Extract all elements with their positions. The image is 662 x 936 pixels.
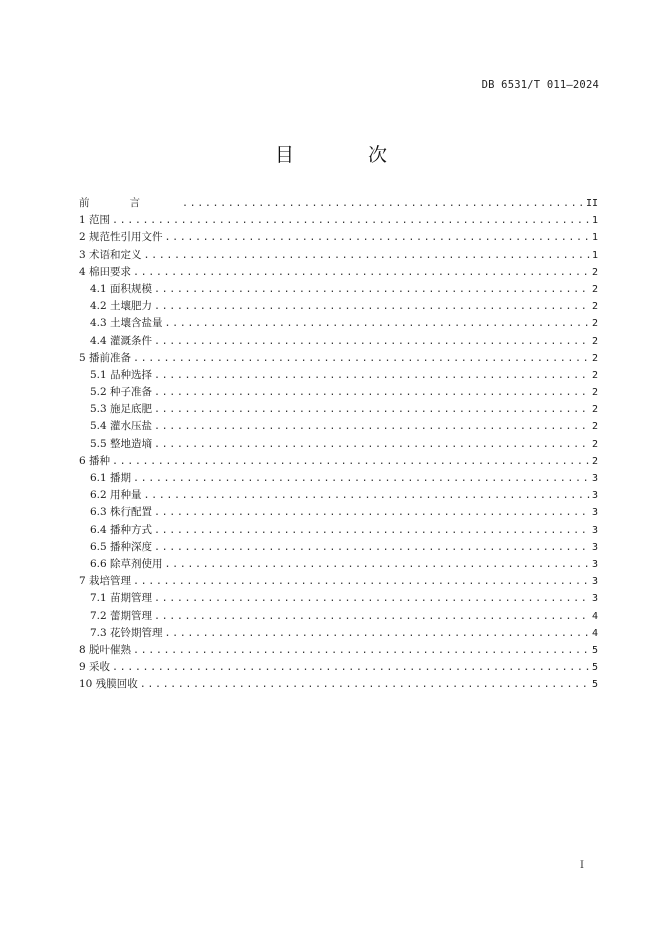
toc-entry-label: 6.6 除草剂使用 <box>90 557 163 570</box>
toc-entry-page: 3 <box>591 593 598 605</box>
toc-entry-label: 7 栽培管理 <box>79 575 132 588</box>
toc-entry[interactable] <box>79 298 598 315</box>
toc-entry[interactable] <box>79 333 598 350</box>
toc-dot-leader <box>154 522 590 539</box>
toc-dot-leader <box>133 350 590 367</box>
toc-dot-leader <box>165 556 590 573</box>
toc-entry-label: 5.5 整地造墒 <box>90 437 153 450</box>
toc-entry[interactable] <box>79 367 598 384</box>
toc-entry-page: 2 <box>591 369 598 381</box>
toc-entry-page: 4 <box>591 627 598 639</box>
toc-dot-leader <box>154 418 590 435</box>
toc-entry[interactable] <box>79 195 598 212</box>
toc-entry[interactable] <box>79 453 598 470</box>
toc-entry[interactable] <box>79 247 598 264</box>
toc-entry-page: 2 <box>591 335 598 347</box>
toc-entry-page: 2 <box>591 455 598 467</box>
toc-dot-leader <box>154 436 590 453</box>
toc-entry-label: 8 脱叶催熟 <box>79 643 132 656</box>
toc-dot-leader <box>140 676 590 693</box>
toc-entry[interactable] <box>79 264 598 281</box>
toc-entry-page: 2 <box>591 387 598 399</box>
toc-entry[interactable] <box>79 573 598 590</box>
toc-entry-page: 2 <box>591 352 598 364</box>
toc-dot-leader <box>133 642 590 659</box>
toc-entry-page: 3 <box>591 524 598 536</box>
toc-entry[interactable] <box>79 608 598 625</box>
toc-entry-page: 5 <box>591 679 598 691</box>
toc-dot-leader <box>154 539 590 556</box>
toc-entry-page: 2 <box>591 404 598 416</box>
toc-entry-label: 5.2 种子准备 <box>90 386 153 399</box>
toc-entry-label: 6.2 用种量 <box>90 489 142 502</box>
toc-entry-page: 5 <box>591 662 598 674</box>
toc-entry[interactable] <box>79 281 598 298</box>
toc-entry-page: 5 <box>591 644 598 656</box>
toc-entry-label: 5 播前准备 <box>79 351 132 364</box>
toc-entry-label: 6.4 播种方式 <box>90 523 153 536</box>
toc-entry-label: 4.4 灌溉条件 <box>90 334 153 347</box>
toc-entry[interactable] <box>79 212 598 229</box>
toc-entry[interactable] <box>79 625 598 642</box>
toc-entry[interactable] <box>79 487 598 504</box>
toc-entry-label: 7.1 苗期管理 <box>90 592 153 605</box>
toc-dot-leader <box>144 487 590 504</box>
toc-entry-label: 2 规范性引用文件 <box>79 231 163 244</box>
toc-entry-label: 前言 <box>79 197 180 209</box>
toc-entry-page: 1 <box>591 232 598 244</box>
toc-entry-page: 2 <box>591 318 598 330</box>
toc-entry-label: 7.3 花铃期管理 <box>90 626 163 639</box>
toc-entry-page: 2 <box>591 421 598 433</box>
toc-dot-leader <box>154 384 590 401</box>
toc-entry-page: 3 <box>591 490 598 502</box>
toc-dot-leader <box>154 504 590 521</box>
toc-entry[interactable] <box>79 539 598 556</box>
toc-entry-label: 6.3 株行配置 <box>90 506 153 519</box>
toc-dot-leader <box>154 298 590 315</box>
toc-entry[interactable] <box>79 384 598 401</box>
toc-entry-page: 3 <box>591 558 598 570</box>
toc-entry-label: 6.1 播期 <box>90 472 132 484</box>
toc-entry[interactable] <box>79 642 598 659</box>
toc-dot-leader <box>112 659 590 676</box>
document-code: DB 6531/T 011—2024 <box>481 79 599 91</box>
toc-dot-leader <box>154 367 590 384</box>
toc-dot-leader <box>133 573 590 590</box>
toc-entry-label: 4 棉田要求 <box>79 265 132 278</box>
toc-entry-label: 9 采收 <box>79 661 111 674</box>
toc-entry-label: 1 范围 <box>79 214 111 227</box>
toc-dot-leader <box>182 195 584 212</box>
toc-dot-leader <box>165 625 590 642</box>
toc-dot-leader <box>154 608 590 625</box>
toc-entry-label: 4.1 面积规模 <box>90 282 153 295</box>
toc-dot-leader <box>165 315 590 332</box>
toc-entry-label: 6.5 播种深度 <box>90 540 153 553</box>
toc-entry[interactable] <box>79 676 598 693</box>
toc-entry-page: 3 <box>591 576 598 588</box>
toc-dot-leader <box>165 229 590 246</box>
toc-entry[interactable] <box>79 470 598 487</box>
toc-entry[interactable] <box>79 504 598 521</box>
toc-entry[interactable] <box>79 436 598 453</box>
toc-entry[interactable] <box>79 350 598 367</box>
toc-entry[interactable] <box>79 522 598 539</box>
toc-dot-leader <box>133 264 590 281</box>
toc-entry[interactable] <box>79 401 598 418</box>
table-of-contents <box>79 195 598 693</box>
toc-entry-page: 1 <box>591 215 598 227</box>
toc-title: 目 次 <box>274 144 422 166</box>
toc-dot-leader <box>154 333 590 350</box>
toc-entry-page: 3 <box>591 541 598 553</box>
toc-entry[interactable] <box>79 659 598 676</box>
toc-entry-label: 7.2 蕾期管理 <box>90 609 153 622</box>
toc-entry-page: 2 <box>591 266 598 278</box>
toc-dot-leader <box>154 590 590 607</box>
toc-entry-page: 2 <box>591 438 598 450</box>
toc-dot-leader <box>133 470 590 487</box>
toc-entry[interactable] <box>79 315 598 332</box>
toc-entry-label: 4.3 土壤含盐量 <box>90 317 163 330</box>
toc-entry[interactable] <box>79 556 598 573</box>
toc-dot-leader <box>112 453 590 470</box>
toc-entry-label: 6 播种 <box>79 454 111 467</box>
toc-entry[interactable] <box>79 418 598 435</box>
toc-entry-page: 2 <box>591 283 598 295</box>
toc-entry-page: 3 <box>591 473 598 484</box>
toc-dot-leader <box>154 281 590 298</box>
toc-dot-leader <box>154 401 590 418</box>
toc-entry-page: II <box>585 198 598 209</box>
toc-entry-label: 3 术语和定义 <box>79 248 142 261</box>
toc-dot-leader <box>144 247 590 264</box>
toc-entry[interactable] <box>79 590 598 607</box>
toc-entry[interactable] <box>79 229 598 246</box>
toc-entry-label: 5.4 灌水压盐 <box>90 420 153 433</box>
toc-entry-page: 3 <box>591 507 598 519</box>
toc-entry-page: 4 <box>591 610 598 622</box>
page-number: I <box>580 860 584 871</box>
toc-entry-label: 5.3 施足底肥 <box>90 403 153 416</box>
toc-dot-leader <box>112 212 590 229</box>
toc-entry-page: 1 <box>591 249 598 261</box>
toc-entry-label: 5.1 品种选择 <box>90 368 153 381</box>
toc-entry-label: 4.2 土壤肥力 <box>90 300 153 313</box>
toc-entry-page: 2 <box>591 301 598 313</box>
toc-entry-label: 10 残膜回收 <box>79 678 138 691</box>
